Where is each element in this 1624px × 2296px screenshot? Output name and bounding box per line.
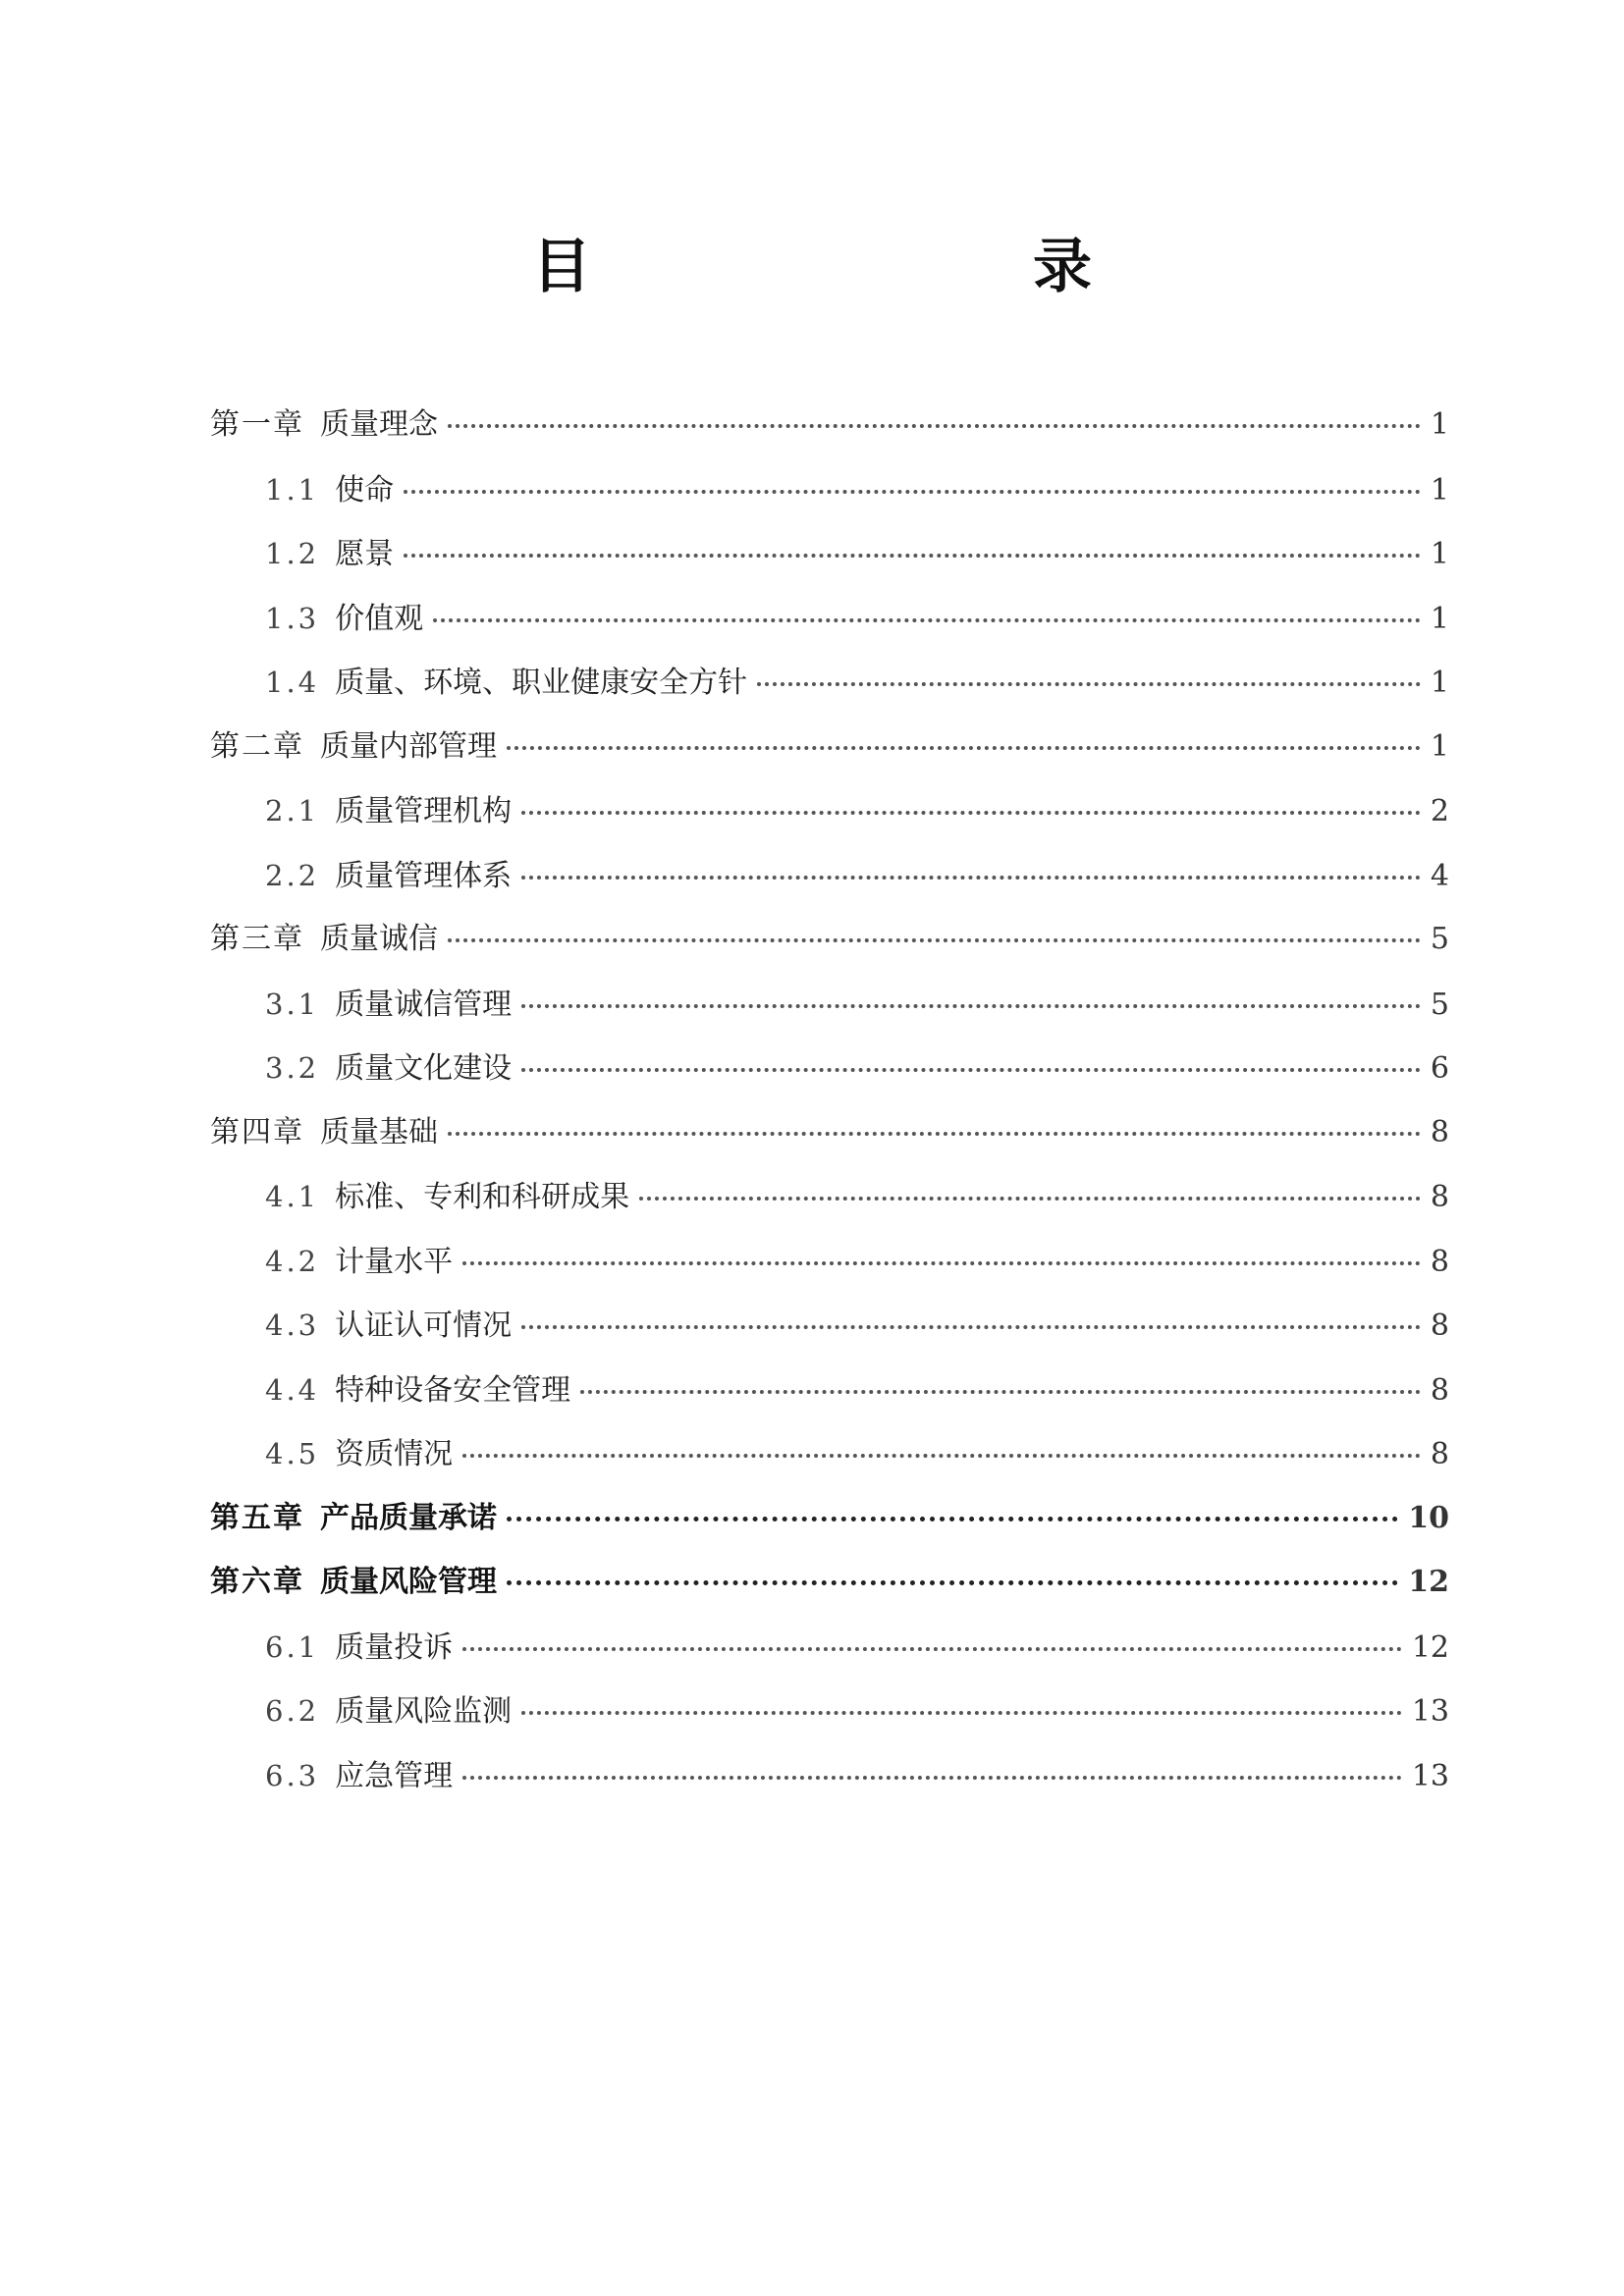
toc-entry-page: 2 bbox=[1430, 794, 1449, 828]
toc-entry-4-4[interactable] bbox=[210, 1365, 1449, 1430]
toc-entry-number: 2.1 bbox=[265, 794, 320, 828]
toc-entry-number: 3.1 bbox=[265, 987, 320, 1021]
toc-entry-page: 8 bbox=[1430, 1180, 1449, 1214]
table-of-contents bbox=[210, 400, 1449, 1815]
toc-entry-page: 8 bbox=[1430, 1437, 1449, 1471]
toc-dot-leader bbox=[462, 1261, 1421, 1265]
toc-dot-leader bbox=[448, 938, 1421, 942]
toc-entry-label: 愿景 bbox=[335, 537, 395, 571]
toc-entry-number: 6.1 bbox=[265, 1629, 320, 1664]
toc-entry-label: 质量基础 bbox=[320, 1114, 438, 1149]
toc-entry-label: 资质情况 bbox=[335, 1437, 454, 1471]
toc-dot-leader bbox=[448, 1132, 1421, 1136]
toc-dot-leader bbox=[639, 1197, 1421, 1201]
toc-entry-number: 1.4 bbox=[265, 666, 320, 699]
toc-dot-leader bbox=[521, 1325, 1421, 1329]
toc-entry-2-1[interactable] bbox=[210, 786, 1449, 851]
toc-dot-leader bbox=[757, 682, 1421, 686]
toc-entry-6-2[interactable] bbox=[210, 1686, 1449, 1751]
toc-entry-page: 13 bbox=[1411, 1758, 1449, 1793]
toc-entry-1-3[interactable] bbox=[210, 594, 1449, 659]
toc-entry-4-5[interactable] bbox=[210, 1429, 1449, 1494]
toc-entry-number: 3.2 bbox=[265, 1051, 320, 1085]
toc-entry-chapter-2[interactable] bbox=[210, 722, 1449, 787]
toc-entry-label: 质量、环境、职业健康安全方针 bbox=[335, 666, 748, 700]
toc-entry-label: 标准、专利和科研成果 bbox=[335, 1180, 630, 1214]
toc-entry-chapter-5[interactable] bbox=[210, 1494, 1449, 1559]
toc-entry-page: 8 bbox=[1430, 1114, 1449, 1149]
toc-entry-page: 1 bbox=[1430, 601, 1449, 636]
toc-dot-leader bbox=[521, 1004, 1421, 1008]
toc-entry-page: 8 bbox=[1430, 1244, 1449, 1279]
toc-dot-leader bbox=[404, 554, 1421, 558]
toc-dot-leader bbox=[580, 1390, 1421, 1394]
toc-dot-leader bbox=[404, 490, 1421, 494]
toc-entry-label: 质量内部管理 bbox=[320, 728, 497, 764]
toc-entry-number: 4.3 bbox=[265, 1308, 320, 1342]
toc-entry-page: 5 bbox=[1430, 987, 1449, 1022]
toc-entry-page: 5 bbox=[1430, 922, 1449, 956]
toc-entry-chapter-6[interactable] bbox=[210, 1558, 1449, 1623]
toc-entry-number: 第五章 bbox=[210, 1500, 304, 1535]
toc-entry-label: 产品质量承诺 bbox=[320, 1500, 497, 1535]
toc-dot-leader bbox=[462, 1776, 1402, 1780]
toc-entry-page: 1 bbox=[1430, 407, 1449, 442]
toc-entry-number: 2.2 bbox=[265, 858, 320, 892]
toc-entry-2-2[interactable] bbox=[210, 851, 1449, 916]
toc-dot-leader bbox=[433, 618, 1421, 622]
toc-entry-number: 4.1 bbox=[265, 1180, 320, 1213]
toc-entry-page: 1 bbox=[1430, 472, 1449, 507]
toc-entry-label: 质量风险管理 bbox=[320, 1565, 497, 1599]
toc-entry-label: 特种设备安全管理 bbox=[335, 1372, 571, 1408]
toc-entry-3-2[interactable] bbox=[210, 1043, 1449, 1108]
toc-entry-chapter-3[interactable] bbox=[210, 915, 1449, 980]
toc-entry-page: 1 bbox=[1430, 537, 1449, 571]
toc-entry-label: 质量诚信管理 bbox=[335, 987, 513, 1022]
toc-entry-chapter-4[interactable] bbox=[210, 1108, 1449, 1173]
toc-entry-number: 4.4 bbox=[265, 1372, 320, 1407]
toc-entry-number: 第二章 bbox=[210, 728, 304, 764]
toc-entry-label: 质量投诉 bbox=[335, 1629, 454, 1665]
toc-entry-6-1[interactable] bbox=[210, 1623, 1449, 1687]
toc-entry-chapter-1[interactable] bbox=[210, 400, 1449, 465]
toc-entry-4-2[interactable] bbox=[210, 1237, 1449, 1302]
toc-entry-1-4[interactable] bbox=[210, 658, 1449, 722]
toc-entry-number: 第三章 bbox=[210, 922, 304, 956]
toc-entry-label: 质量诚信 bbox=[320, 922, 438, 956]
toc-dot-leader bbox=[521, 1711, 1402, 1715]
toc-entry-page: 8 bbox=[1430, 1372, 1449, 1408]
toc-entry-label: 质量风险监测 bbox=[335, 1694, 513, 1729]
toc-entry-label: 计量水平 bbox=[335, 1244, 454, 1279]
toc-entry-page: 1 bbox=[1430, 666, 1449, 700]
toc-entry-number: 第四章 bbox=[210, 1114, 304, 1149]
toc-entry-3-1[interactable] bbox=[210, 980, 1449, 1044]
toc-entry-label: 质量管理机构 bbox=[335, 794, 513, 828]
toc-dot-leader bbox=[507, 1517, 1398, 1522]
toc-entry-page: 12 bbox=[1408, 1565, 1449, 1599]
toc-entry-page: 10 bbox=[1408, 1500, 1449, 1535]
toc-entry-label: 应急管理 bbox=[335, 1758, 454, 1793]
toc-dot-leader bbox=[521, 876, 1421, 880]
toc-entry-number: 6.2 bbox=[265, 1694, 320, 1728]
toc-entry-label: 使命 bbox=[335, 472, 395, 507]
toc-entry-1-1[interactable] bbox=[210, 465, 1449, 530]
toc-entry-number: 4.5 bbox=[265, 1437, 320, 1470]
toc-entry-page: 1 bbox=[1430, 728, 1449, 764]
toc-dot-leader bbox=[521, 1068, 1421, 1072]
toc-entry-label: 质量理念 bbox=[320, 407, 438, 442]
toc-dot-leader bbox=[521, 811, 1421, 815]
toc-entry-number: 1.3 bbox=[265, 601, 320, 635]
toc-entry-4-1[interactable] bbox=[210, 1172, 1449, 1237]
toc-dot-leader bbox=[448, 424, 1421, 428]
toc-entry-page: 4 bbox=[1430, 858, 1449, 893]
toc-dot-leader bbox=[507, 1580, 1398, 1585]
toc-entry-4-3[interactable] bbox=[210, 1301, 1449, 1365]
toc-dot-leader bbox=[462, 1454, 1421, 1458]
toc-dot-leader bbox=[507, 746, 1421, 750]
toc-entry-label: 质量文化建设 bbox=[335, 1051, 513, 1086]
toc-entry-label: 价值观 bbox=[335, 601, 424, 636]
toc-entry-number: 4.2 bbox=[265, 1244, 320, 1278]
toc-entry-6-3[interactable] bbox=[210, 1751, 1449, 1816]
toc-entry-page: 8 bbox=[1430, 1308, 1449, 1343]
page-title: 目 录 bbox=[532, 233, 1200, 301]
toc-entry-page: 6 bbox=[1430, 1051, 1449, 1086]
toc-entry-number: 1.2 bbox=[265, 537, 320, 570]
toc-entry-number: 1.1 bbox=[265, 472, 320, 507]
toc-entry-label: 认证认可情况 bbox=[335, 1308, 513, 1343]
toc-entry-number: 第六章 bbox=[210, 1565, 304, 1599]
toc-entry-number: 6.3 bbox=[265, 1758, 320, 1792]
toc-entry-page: 13 bbox=[1411, 1694, 1449, 1729]
toc-dot-leader bbox=[462, 1647, 1402, 1651]
toc-entry-number: 第一章 bbox=[210, 407, 304, 442]
toc-entry-label: 质量管理体系 bbox=[335, 858, 513, 893]
toc-entry-page: 12 bbox=[1411, 1629, 1449, 1665]
toc-entry-1-2[interactable] bbox=[210, 529, 1449, 594]
